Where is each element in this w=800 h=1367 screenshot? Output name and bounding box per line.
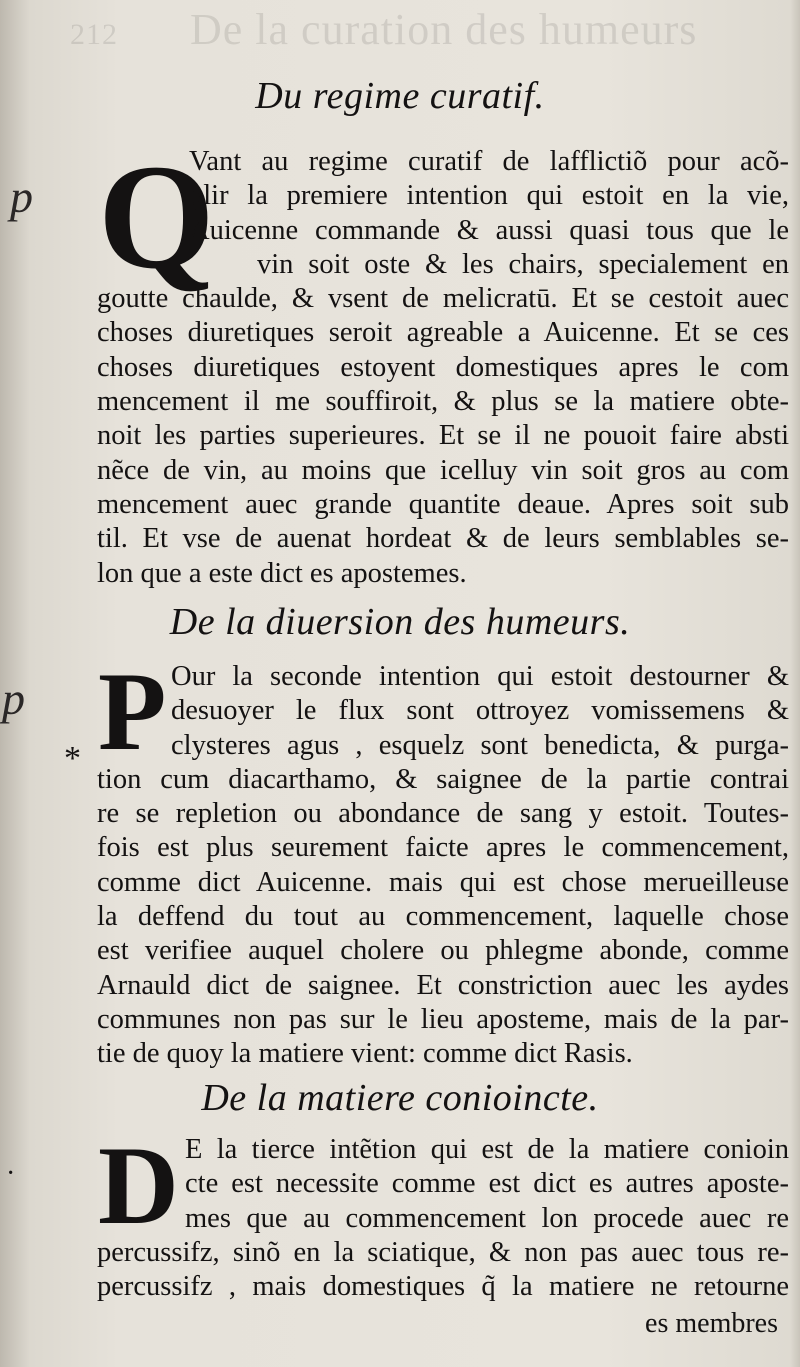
text-line: til. Et vse de auenat hordeat & de leurs semblables se- <box>97 523 789 555</box>
running-header <box>70 4 790 74</box>
margin-mark-p-1: p <box>10 171 33 222</box>
text-line: clysteres agus , esquelz sont benedicta, & purga- <box>171 729 789 761</box>
text-line: est verifiee auquel cholere ou phlegme abonde, comme <box>97 935 789 967</box>
section-heading-diuersion: De la diuersion des humeurs. <box>169 601 631 643</box>
text-line: comme dict Auicenne. mais qui est chose merueilleuse <box>97 866 789 898</box>
text-line: mencement auec grande quantite deaue. Apres soit sub <box>97 488 789 520</box>
text-line: goutte chaulde, & vsent de melicratū. Et se cestoit auec <box>97 283 789 315</box>
margin-dot: · <box>6 1158 16 1189</box>
text-line: nẽce de vin, au moins que icelluy vin soit gros au com <box>97 454 789 486</box>
text-line: choses diuretiques estoyent domestiques apres le com <box>97 351 789 383</box>
text-line: E la tierce intẽtion qui est de la matiere conioin <box>185 1134 789 1165</box>
text-line: Our la seconde intention qui estoit destourner & <box>171 661 789 692</box>
text-line: mes que au commencement lon procede auec re <box>185 1202 789 1234</box>
text-line: cte est necessite comme est dict es autres aposte- <box>185 1168 789 1200</box>
margin-asterisk: * <box>64 740 81 777</box>
catchword: es membres <box>645 1308 778 1339</box>
text-line: plir la premiere intention qui estoit en la vie, <box>189 180 789 212</box>
text-line: fois est plus seurement faicte apres le commencement, <box>97 832 789 864</box>
text-line: lon que a este dict es apostemes. <box>97 557 467 589</box>
text-line: noit les parties superieures. Et se il ne pouoit faire absti <box>97 420 789 452</box>
page-number: 212 <box>70 18 118 51</box>
text-line: percussifz , mais domestiques q̃ la matiere ne retourne <box>97 1271 789 1303</box>
text-line: communes non pas sur le lieu aposteme, mais de la par- <box>97 1003 789 1035</box>
text-line: Auicenne commande & aussi quasi tous que le <box>189 214 789 246</box>
text-line: re se repletion ou abondance de sang y estoit. Toutes- <box>97 798 789 830</box>
paragraph-diuersion <box>97 660 789 1072</box>
drop-cap-q: Q <box>98 134 215 300</box>
paragraph-regime-curatif <box>97 145 789 591</box>
text-line: Vant au regime curatif de lafflictiõ pour acõ- <box>189 146 789 177</box>
text-line: tion cum diacarthamo, & saignee de la partie contrai <box>97 763 789 795</box>
paragraph-matiere-conioincte <box>97 1133 789 1304</box>
text-line: Arnauld dict de saignee. Et constriction auec les aydes <box>97 969 789 1001</box>
text-line: mencement il me souffiroit, & plus se la matiere obte- <box>97 386 789 418</box>
text-line: la deffend du tout au commencement, laquelle chose <box>97 901 789 933</box>
text-line: choses diuretiques seroit agreable a Auicenne. Et se ces <box>97 317 789 349</box>
text-line: tie de quoy la matiere vient: comme dict Rasis. <box>97 1038 633 1070</box>
drop-cap-d: D <box>98 1124 179 1248</box>
text-line: vin soit oste & les chairs, specialement en <box>257 248 789 280</box>
text-line: desuoyer le flux sont ottroyez vomissemens & <box>171 695 789 727</box>
section-heading-regime-curatif: Du regime curatif. <box>255 75 545 117</box>
drop-cap-p: P <box>98 650 167 774</box>
section-heading-matiere-conioincte: De la matiere conioincte. <box>201 1077 599 1119</box>
running-title: De la curation des humeurs <box>190 5 698 54</box>
margin-mark-p-2: p <box>2 673 25 724</box>
text-line: percussifz, sinõ en la sciatique, & non pas auec tous re- <box>97 1236 789 1268</box>
